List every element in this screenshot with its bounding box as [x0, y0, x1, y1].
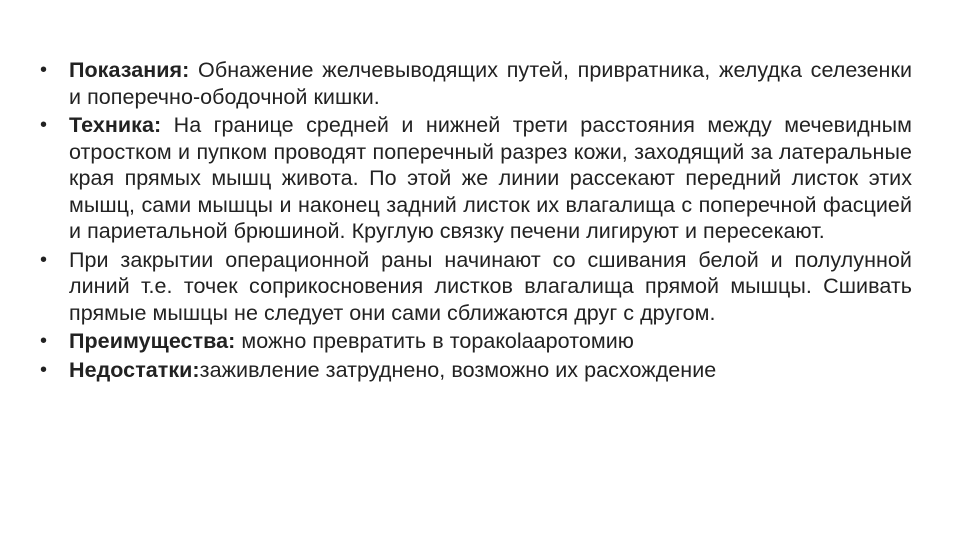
bullet-wound-closure [40, 247, 912, 327]
bullet-marker: • [40, 59, 48, 81]
bullet-lead: Техника: [69, 113, 162, 137]
bullet-marker: • [40, 330, 48, 352]
bullet-text: можно превратить в торакolaаротомию [235, 329, 634, 353]
bullet-advantages [40, 328, 912, 355]
bullet-text: На границе средней и нижней трети расстояния между мечевидным отростком и пупком проводят поперечный разрез кожи, заходящий за латеральные края прямых мышц живота. По этой же линии рассекают передний листок этих мышц, сами мышцы и наконец задний листок их влагалища с поперечной фасцией и париетальной брюшиной. Круглую связку печени лигируют и пересекают. [69, 113, 912, 243]
bullet-disadvantages [40, 357, 912, 384]
bullet-lead: Недостатки: [69, 357, 200, 382]
bullet-technique [40, 112, 912, 245]
bullet-text: Обнажение желчевыводящих путей, привратника, желудка селезенки и поперечно-ободочной кишки. [69, 58, 912, 109]
bullet-marker: • [40, 358, 48, 381]
bullet-indications [40, 57, 912, 110]
bullet-marker: • [40, 114, 48, 136]
bullet-text: При закрытии операционной раны начинают со сшивания белой и полулунной линий т.е. точек соприкосновения листков влагалища прямой мышцы. Сшивать прямые мышцы не следует они сами сближаются друг с другом. [69, 247, 912, 325]
bullet-lead: Преимущества: [69, 329, 236, 353]
bullet-lead: Показания: [69, 58, 190, 82]
bullet-marker: • [40, 248, 48, 271]
bullet-list [40, 57, 912, 385]
bullet-text: заживление затруднено, возможно их расхождение [199, 357, 717, 382]
